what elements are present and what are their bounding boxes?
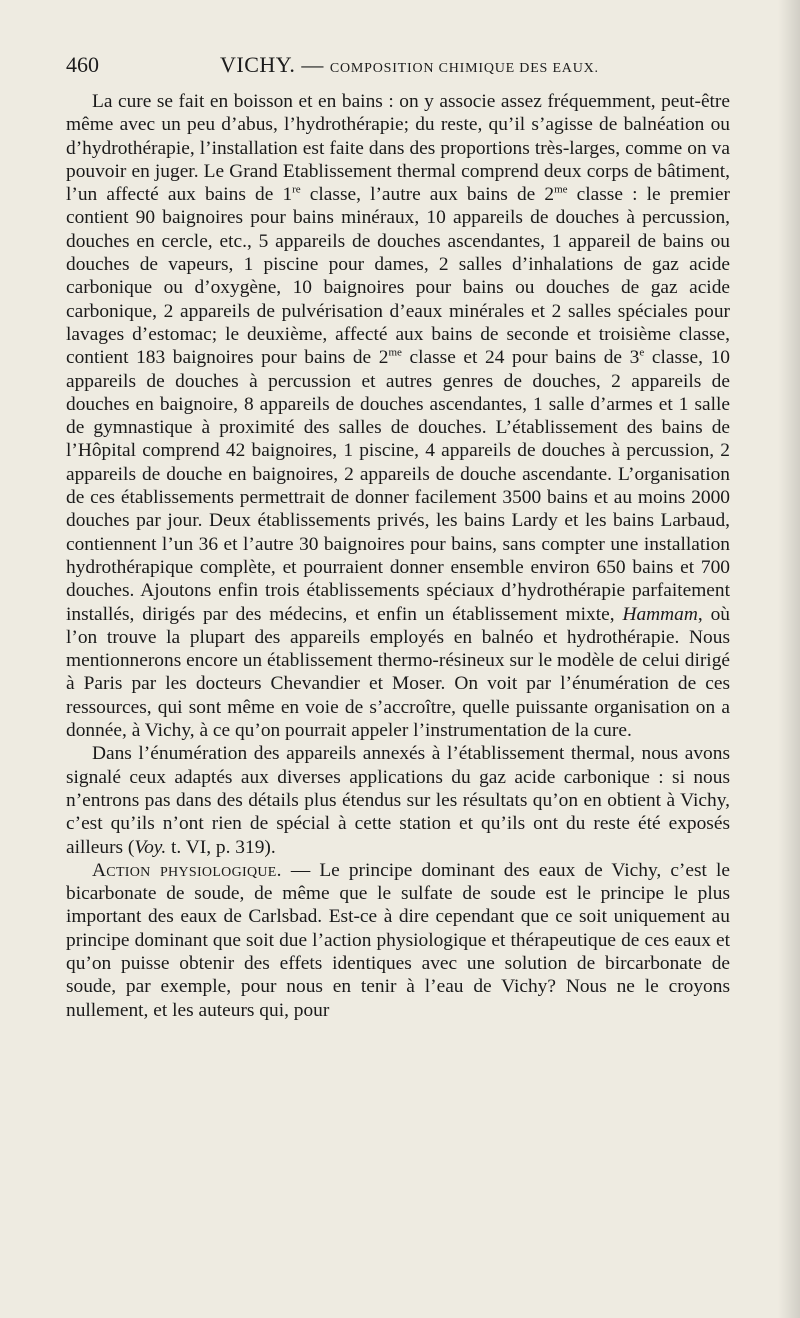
running-title-sub: COMPOSITION CHIMIQUE DES EAUX.: [329, 61, 599, 76]
paragraph-gaz-carbonique: [66, 742, 730, 858]
superscript: re: [292, 183, 301, 196]
page-edge-shadow: [778, 0, 800, 1318]
text-run: classe : le premier contient 90 baignoires pour bains minéraux, 10 appareils de douches à percussion, douches en cercle, etc., 5 appareils de douches ascendantes, 1 appareil de bains ou douches de vapeurs, 1 piscine pour dames, 2 salles d’inhalations de gaz acide carbonique ou d’oxygène, 10 baignoires pour bains ou douches de gaz acide carbonique, 2 appareils de pulvérisation d’eaux minérales et 2 salles spéciales pour lavages d’estomac; le deuxième, affecté aux bains de seconde et troisième classe, contient 183 baignoires pour bains de 2: [66, 184, 730, 369]
text-run: , où l’on trouve la plupart des appareils employés en balnéo et hydrothérapie. Nous mentionnerons encore un établissement thermo-résineux sur le modèle de celui dirigé à Paris par les docteurs Chevandier et Moser. On voit par l’énumération de ces ressources, qui sont même en voie de s’accroître, quelle puissante organisation on a donnée, à Vichy, à ce qu’on pourrait appeler l’instrumentation de la cure.: [66, 603, 730, 742]
text-run: t. VI, p. 319).: [166, 836, 276, 858]
running-title-main: VICHY.: [220, 52, 296, 77]
running-head: [66, 52, 726, 86]
text-run: classe, l’autre aux bains de 2: [300, 184, 555, 206]
text-run: — Le principe dominant des eaux de Vichy, c’est le bicarbonate de soude, de même que le sulfate de soude est le principe le plus important des eaux de Carlsbad. Est-ce à dire cependant que ce soit uniquement au principe dominant que soit due l’action physiologique et thérapeutique de ces eaux et qu’on puisse obtenir des effets identiques avec une solution de bircarbonate de soude, par exemple, pour nous en tenir à l’eau de Vichy? Nous ne le croyons nullement, et les auteurs qui, pour: [66, 859, 731, 1021]
italic-term: Hammam: [622, 603, 698, 625]
text-run: classe, 10 appareils de douches à percussion et autres genres de douches, 2 appareils de douches en baignoire, 8 appareils de douches ascendantes, 1 salle d’armes et 1 salle de gymnastique à proximité des salles de douches. L’établissement des bains de l’Hôpital comprend 42 baignoires, 1 piscine, 4 appareils de douches à percussion, 2 appareils de douche en baignoires, 2 appareils de douche ascendante. L’organisation de ces établissements permettrait de donner facilement 3500 bains et au moins 2000 douches par jour. Deux établissements privés, les bains Lardy et les bains Larbaud, contiennent l’un 36 et l’autre 30 baignoires pour bains, sans compter une installation hydrothérapique complète, et pourraient donner ensemble environ 650 bains et 700 douches. Ajoutons enfin trois établissements spéciaux d’hydrothérapie parfaitement installés, dirigés par des médecins, et enfin un établissement mixte,: [66, 347, 730, 625]
text-run: Dans l’énumération des appareils annexés à l’établissement thermal, nous avons signalé ceux adaptés aux diverses applications du gaz acide carbonique : si nous n’entrons pas dans des détails plus étendus sur les résultats qu’on en obtient à Vichy, c’est qu’ils n’ont rien de spécial à cette station et qu’ils ont du reste été exposés ailleurs (: [66, 743, 730, 858]
body-text: [66, 90, 730, 1022]
superscript: e: [639, 346, 645, 359]
paragraph-action-physiologique: [66, 859, 730, 1022]
running-title: [220, 52, 599, 78]
running-title-dash: —: [301, 52, 324, 77]
text-run: classe et 24 pour bains de 3: [401, 347, 640, 369]
paragraph-cure-installation: [66, 90, 730, 742]
text-run: La cure se fait en boisson et en bains : on y associe assez fréquemment, peut-être même avec un peu d’abus, l’hydrothérapie; du reste, qu’il s’agisse de balnéation ou d’hydrothérapie, l’installation est faite dans des proportions très-larges, comme on va pouvoir en juger. Le Grand Etablissement thermal comprend deux corps de bâtiment, l’un affecté aux bains de 1: [66, 91, 730, 206]
section-heading: Action physiologique.: [92, 859, 282, 881]
superscript: me: [554, 183, 568, 196]
page-number: 460: [66, 52, 99, 77]
superscript: me: [388, 346, 402, 359]
italic-reference: Voy.: [134, 836, 167, 858]
